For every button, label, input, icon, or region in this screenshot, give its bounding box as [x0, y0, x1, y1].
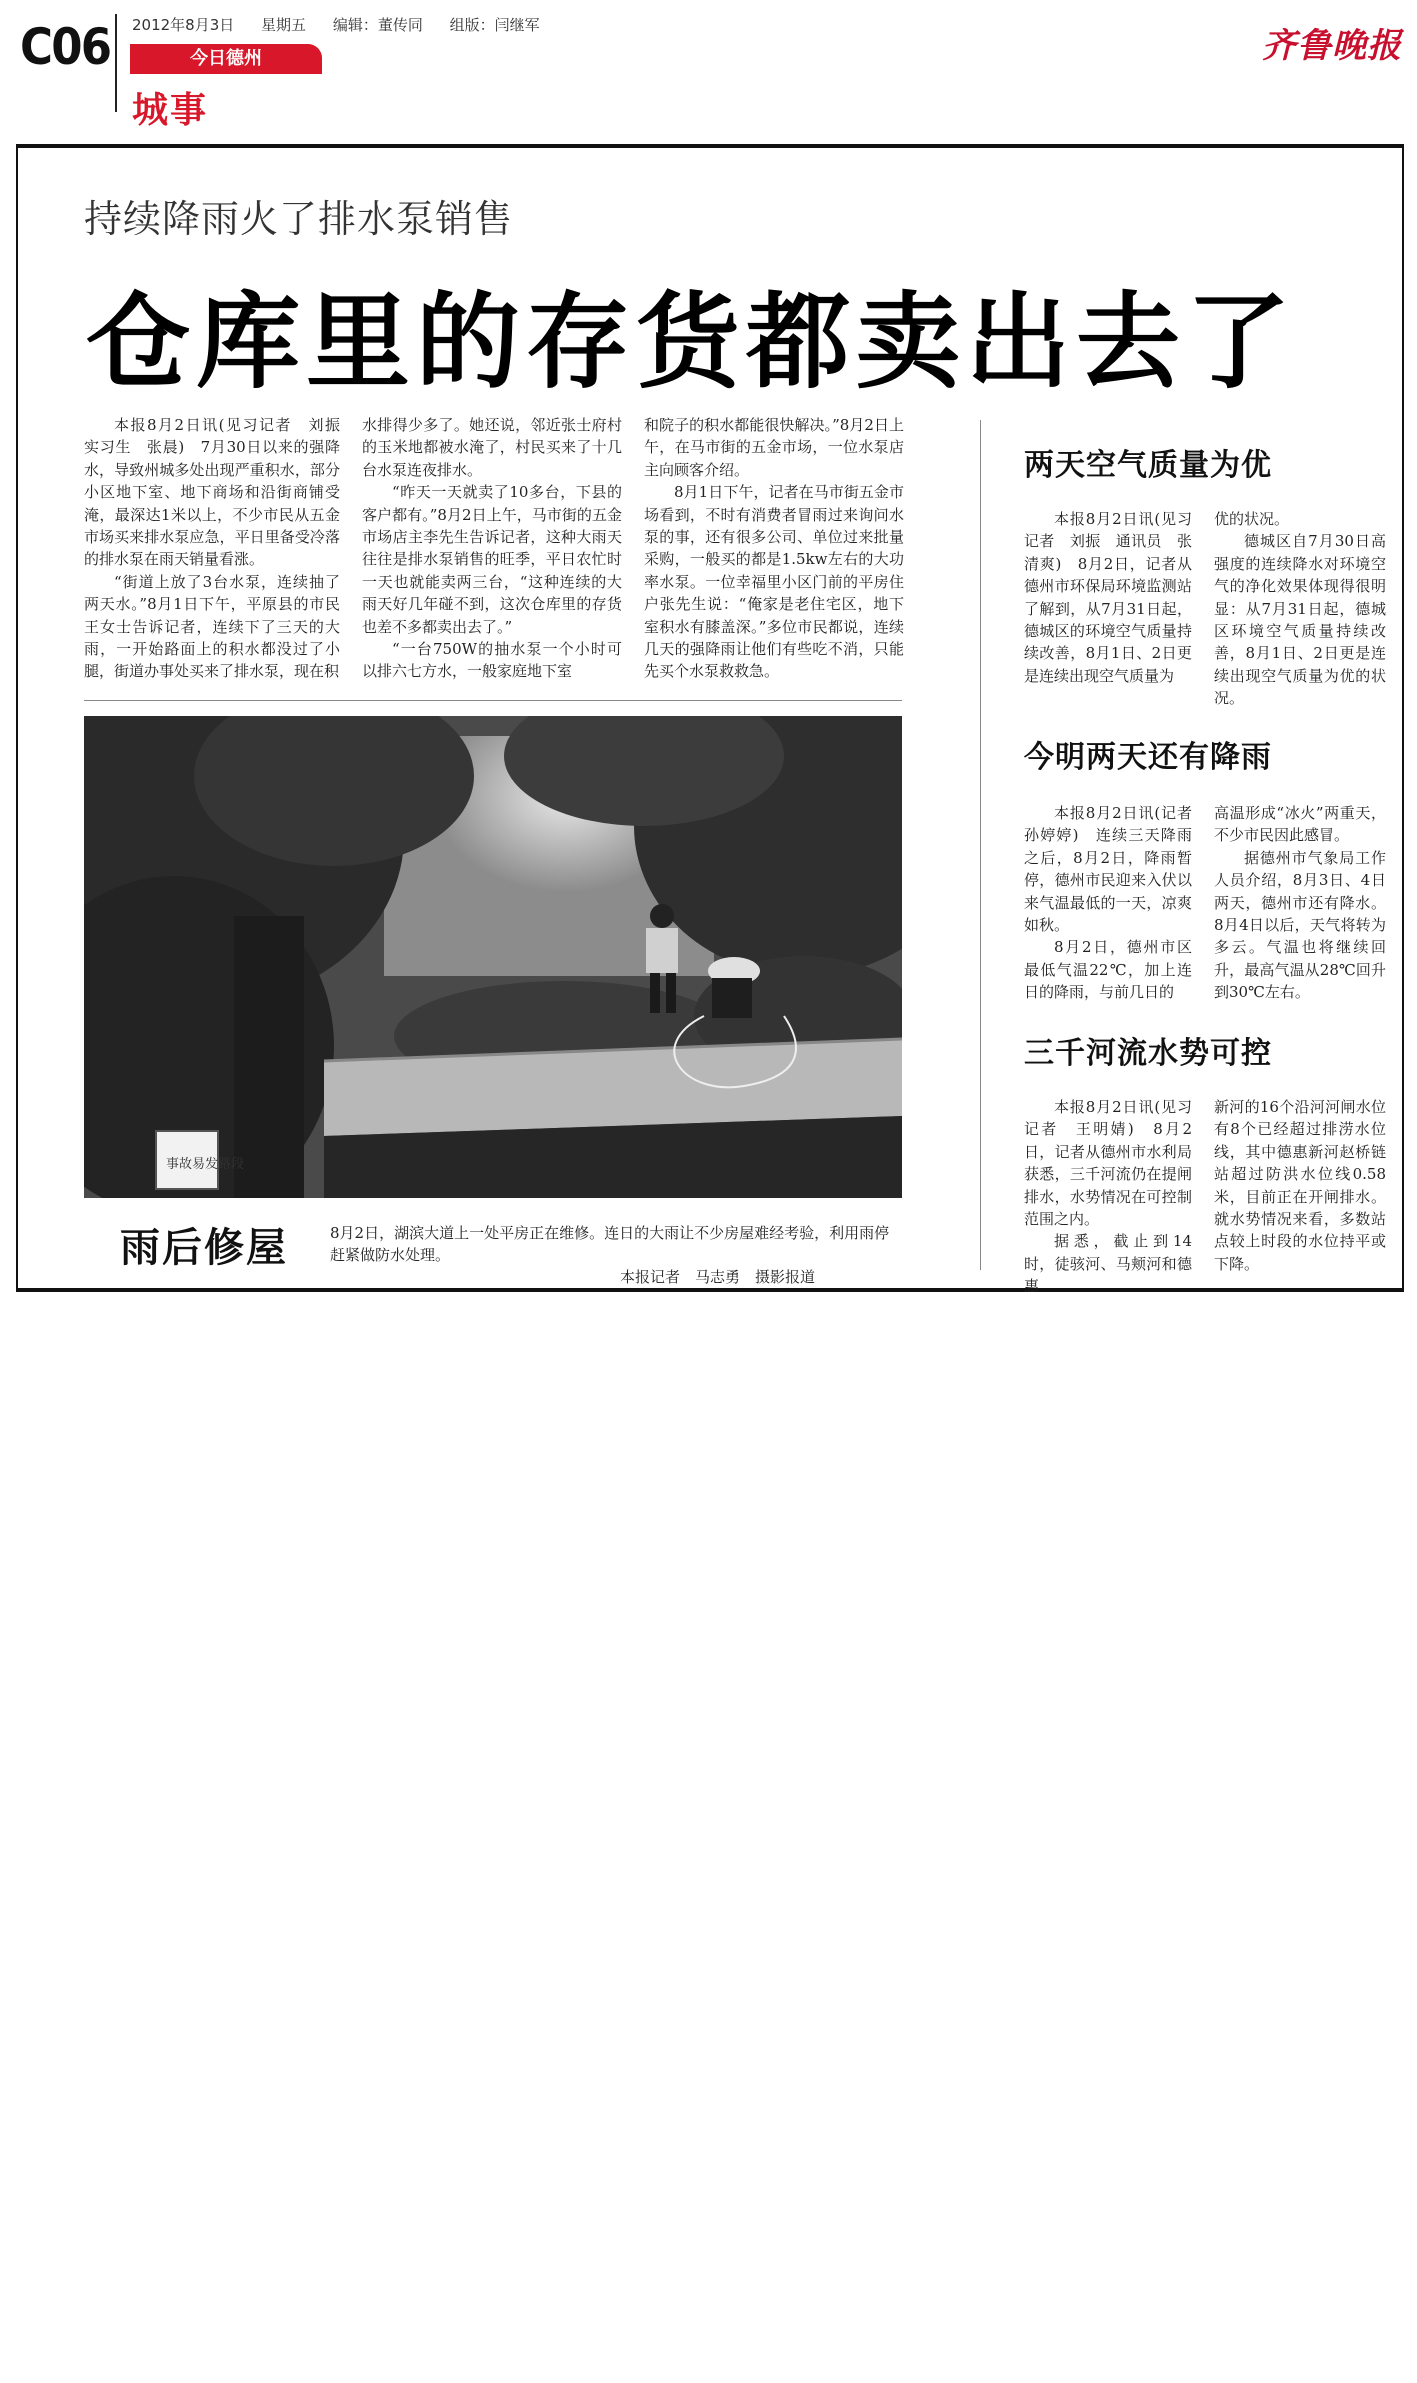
news-photo — [84, 716, 902, 1198]
paragraph: 本报8月2日讯(见习记者 王明婧) 8月2日，记者从德州市水利局获悉，三千河流仍在提闸排水，水势情况在可控制范围之内。 — [1024, 1098, 1192, 1229]
photo-illustration — [84, 716, 902, 1198]
photo-caption-title: 雨后修屋 — [120, 1225, 288, 1271]
brief-rain-col-1 — [1024, 802, 1208, 1004]
paragraph: 8月2日，德州市区最低气温22℃，加上连日的降雨，与前几日的 — [1024, 938, 1192, 1002]
caption-text: 8月2日，湖滨大道上一处平房正在维修。连日的大雨让不少房屋难经考验，利用雨停赶紧做防水处理。 — [330, 1224, 890, 1264]
section-name: 城事 — [132, 90, 209, 131]
page-number: C06 — [20, 18, 111, 76]
brief-title-rain-forecast: 今明两天还有降雨 — [1024, 740, 1272, 775]
brief-air-quality-col-2 — [1214, 508, 1386, 710]
article-column-1 — [84, 414, 356, 683]
paragraph: 新河的16个沿河河闸水位有8个已经超过排涝水位线，其中德惠新河赵桥链站超过防洪水位线0.58米，目前正在开闸排水。就水势情况来看，多数站点较上时段的水位持平或下降。 — [1214, 1098, 1386, 1273]
frame-right-edge — [1402, 144, 1404, 1292]
layout-credit: 组版：闫继军 — [449, 16, 540, 34]
paragraph: 水排得少多了。她还说，邻近张士府村的玉米地都被水淹了，村民买来了十几台水泵连夜排水。 — [362, 416, 622, 479]
editor-credit: 编辑：董传同 — [332, 16, 423, 34]
paragraph: 德城区自7月30日高强度的连续降水对环境空气的净化效果体现得很明显：从7月31日起，德城区环境空气质量持续改善，8月1日、2日更是连续出现空气质量为优的状况。 — [1214, 532, 1386, 708]
brief-title-air-quality: 两天空气质量为优 — [1024, 448, 1272, 483]
paragraph: 本报8月2日讯(见习记者 刘振 实习生 张晨) 7月30日以来的强降水，导致州城多处出现严重积水，部分小区地下室、地下商场和沿街商铺受淹，最深达1米以上，不少市民从五金市场买来排水泵应急，平日里备受冷落的排水泵在雨天销量看涨。 — [84, 416, 356, 569]
paragraph: 优的状况。 — [1214, 510, 1290, 528]
article-headline: 仓库里的存货都卖出去了 — [86, 281, 1297, 403]
frame-left-edge — [16, 144, 18, 1292]
newspaper-logo: 齐鲁晚报 — [1262, 26, 1402, 66]
paragraph: “街道上放了3台水泵，连续抽了两天水。”8月1日下午，平原县的市民王女士告诉记者，连续下了三天的大雨，一开始路面上的积水都没过了小腿，街道办事处买来了排水泵，现在积 — [84, 572, 340, 681]
photo-caption — [330, 1222, 890, 1288]
article-divider — [84, 700, 902, 701]
header-divider — [115, 14, 117, 112]
photo-sign-text: 事故易发路段 — [166, 1157, 245, 1172]
brief-air-quality-col-1 — [1024, 508, 1192, 687]
paragraph: 据德州市气象局工作人员介绍，8月3日、4日两天，德州市还有降水。8月4日以后，天气将转为多云。气温也将继续回升，最高气温从28℃回升到30℃左右。 — [1214, 848, 1386, 1002]
brief-rain-col-2 — [1214, 802, 1386, 1004]
brief-title-river-levels: 三千河流水势可控 — [1024, 1036, 1272, 1071]
section-tab: 今日德州 — [130, 44, 322, 74]
article-kicker: 持续降雨火了排水泵销售 — [84, 197, 514, 241]
paragraph: 本报8月2日讯(见习记者 刘振 通讯员 张清爽) 8月2日，记者从德州市环保局环境监测站了解到，从7月31日起，德城区的环境空气质量持续改善，8月1日、2日更是连续出现空气质量为 — [1024, 510, 1192, 685]
paragraph: 8月1日下午，记者在马市街五金市场看到，不时有消费者冒雨过来询问水泵的事，还有很多公司、单位过来批量采购，一般买的都是1.5kw左右的大功率水泵。一位幸福里小区门前的平房住户张先生说：“俺家是老住宅区，地下室积水有膝盖深。”多位市民都说，连续几天的强降雨让他们有些吃不消，只能先买个水泵救救急。 — [644, 483, 904, 681]
paragraph: 和院子的积水都能很快解决。”8月2日上午，在马市街的五金市场，一位水泵店主向顾客介绍。 — [644, 416, 904, 479]
paragraph: “一台750W的抽水泵一个小时可以排六七方水，一般家庭地下室 — [362, 640, 622, 681]
issue-weekday: 星期五 — [261, 16, 307, 34]
photo-credit: 本报记者 马志勇 摄影报道 — [620, 1268, 816, 1286]
paragraph: 本报8月2日讯(记者 孙婷婷) 连续三天降雨之后，8月2日，降雨暂停，德州市民迎来入伏以来气温最低的一天，凉爽如秋。 — [1024, 804, 1208, 935]
brief-river-col-2 — [1214, 1096, 1386, 1275]
issue-date: 2012年8月3日 — [132, 16, 235, 34]
paragraph: 据悉，截止到14时，徒骇河、马颊河和德惠 — [1024, 1232, 1192, 1296]
article-column-3 — [644, 414, 904, 683]
article-column-2 — [362, 414, 622, 683]
paragraph: “昨天一天就卖了10多台，下县的客户都有。”8月2日上午，马市街的五金市场店主李先生告诉记者，这种大雨天往往是排水泵销售的旺季，平日农忙时一天也就能卖两三台，“这种连续的大雨天好几年碰不到，这次仓库里的存货也差不多都卖出去了。” — [362, 483, 622, 636]
header-meta — [132, 14, 562, 35]
brief-river-col-1 — [1024, 1096, 1192, 1298]
paragraph: 高温形成“冰火”两重天，不少市民因此感冒。 — [1214, 804, 1386, 845]
sidebar-divider — [980, 420, 981, 1270]
